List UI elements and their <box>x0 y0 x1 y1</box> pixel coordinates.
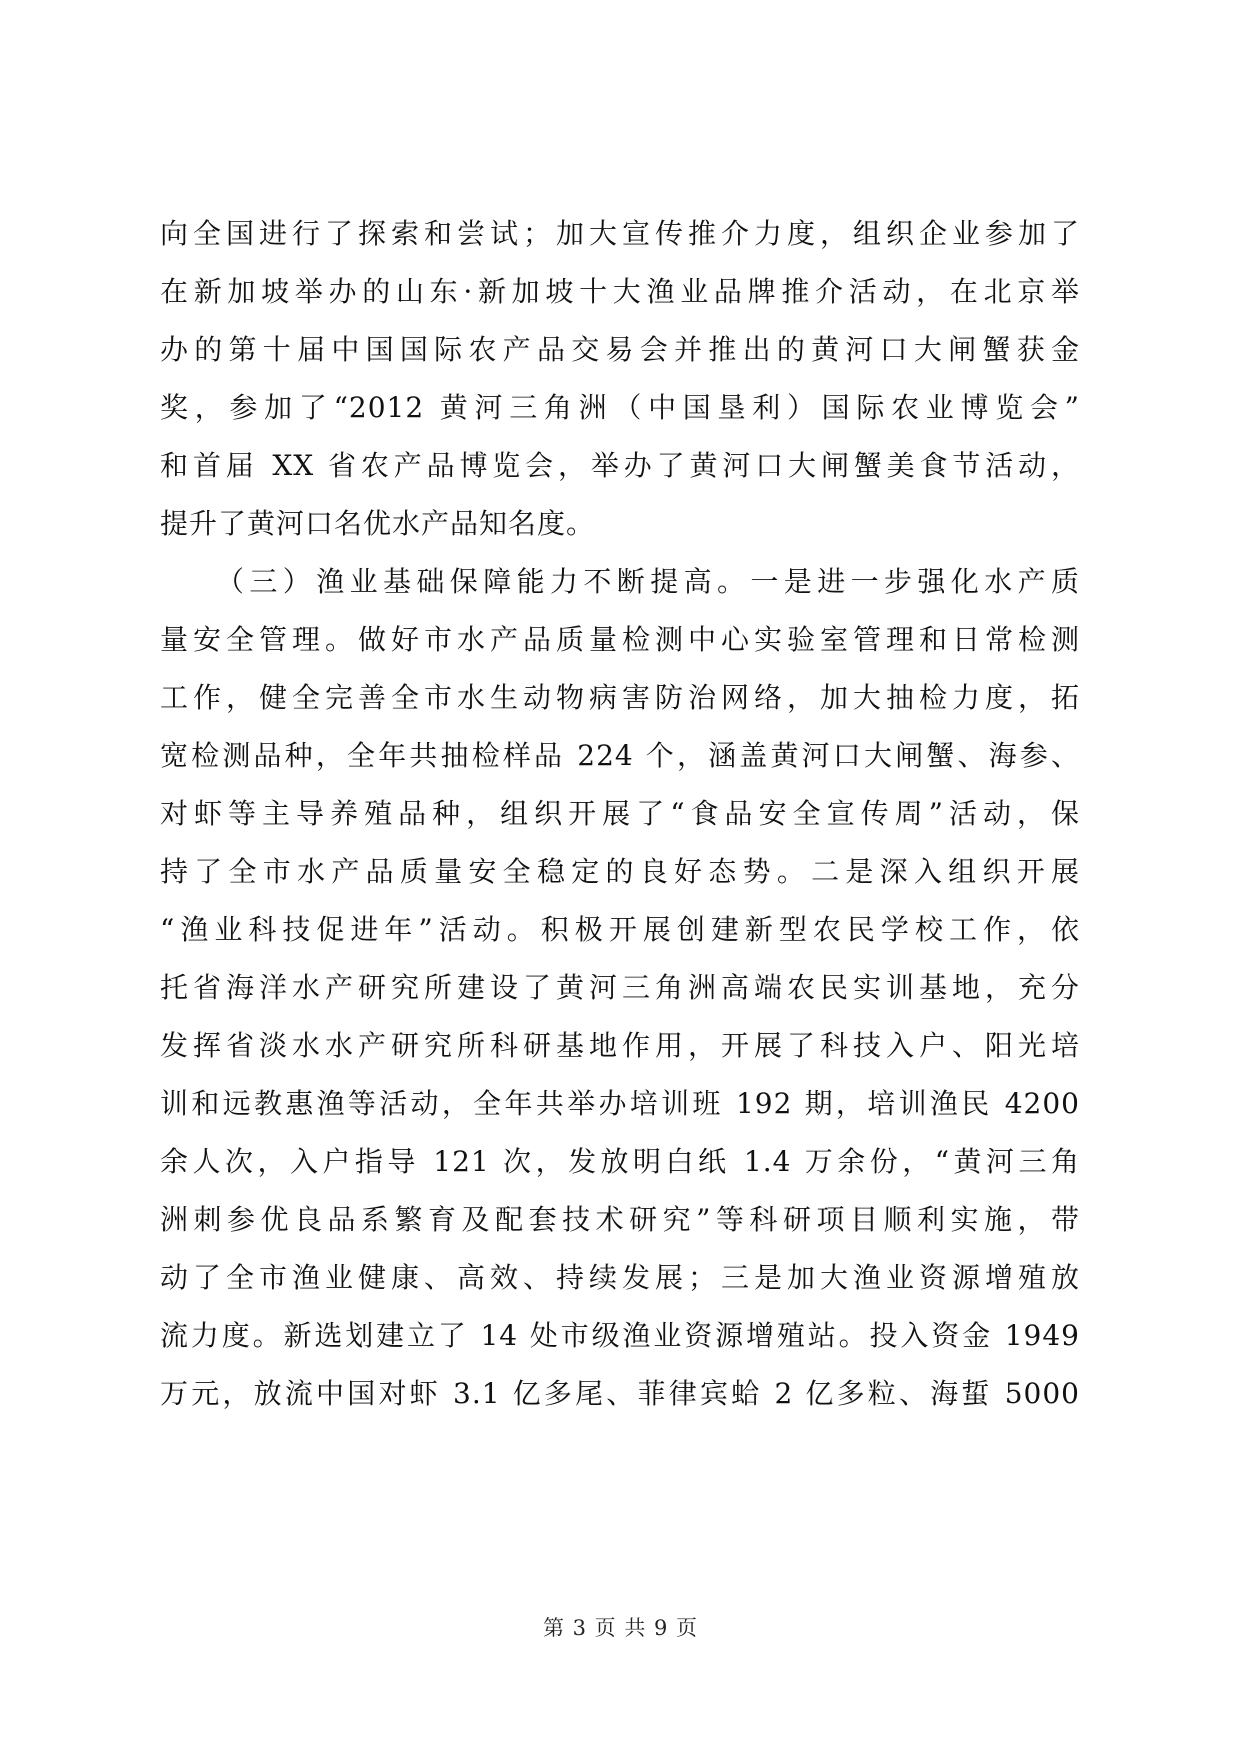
text-line: 向全国进行了探索和尝试；加大宣传推介力度，组织企业参加了 <box>160 217 1080 250</box>
paragraph-2 <box>160 553 1080 1423</box>
text-line: 提升了黄河口名优水产品知名度。 <box>160 507 596 540</box>
text-line: （三）渔业基础保障能力不断提高。一是进一步强化水产质 <box>216 565 1080 598</box>
text-line: 发挥省淡水水产研究所科研基地作用，开展了科技入户、阳光培 <box>160 1029 1080 1062</box>
text-line: 万元，放流中国对虾 3.1 亿多尾、菲律宾蛤 2 亿多粒、海蜇 5000 <box>160 1377 1080 1410</box>
text-line: 训和远教惠渔等活动，全年共举办培训班 192 期，培训渔民 4200 <box>160 1087 1080 1120</box>
text-line: “渔业科技促进年”活动。积极开展创建新型农民学校工作，依 <box>160 913 1080 946</box>
text-line: 对虾等主导养殖品种，组织开展了“食品安全宣传周”活动，保 <box>160 797 1080 830</box>
paragraph-1 <box>160 205 1080 553</box>
text-line: 动了全市渔业健康、高效、持续发展；三是加大渔业资源增殖放 <box>160 1261 1080 1294</box>
text-line: 在新加坡举办的山东·新加坡十大渔业品牌推介活动，在北京举 <box>160 275 1080 308</box>
text-line: 奖，参加了“2012 黄河三角洲（中国垦利）国际农业博览会” <box>160 391 1080 424</box>
text-line: 持了全市水产品质量安全稳定的良好态势。二是深入组织开展 <box>160 855 1080 888</box>
text-line: 流力度。新选划建立了 14 处市级渔业资源增殖站。投入资金 1949 <box>160 1319 1080 1352</box>
document-body <box>160 205 1080 1423</box>
text-line: 洲刺参优良品系繁育及配套技术研究”等科研项目顺利实施，带 <box>160 1203 1080 1236</box>
text-line: 托省海洋水产研究所建设了黄河三角洲高端农民实训基地，充分 <box>160 971 1080 1004</box>
text-line: 工作，健全完善全市水生动物病害防治网络，加大抽检力度，拓 <box>160 681 1080 714</box>
text-line: 余人次，入户指导 121 次，发放明白纸 1.4 万余份，“黄河三角 <box>160 1145 1080 1178</box>
text-line: 宽检测品种，全年共抽检样品 224 个，涵盖黄河口大闸蟹、海参、 <box>160 739 1080 772</box>
text-line: 和首届 XX 省农产品博览会，举办了黄河口大闸蟹美食节活动， <box>160 449 1080 482</box>
text-line: 办的第十届中国国际农产品交易会并推出的黄河口大闸蟹获金 <box>160 333 1080 366</box>
page-number: 第 3 页 共 9 页 <box>542 1616 699 1640</box>
text-line: 量安全管理。做好市水产品质量检测中心实验室管理和日常检测 <box>160 623 1080 656</box>
